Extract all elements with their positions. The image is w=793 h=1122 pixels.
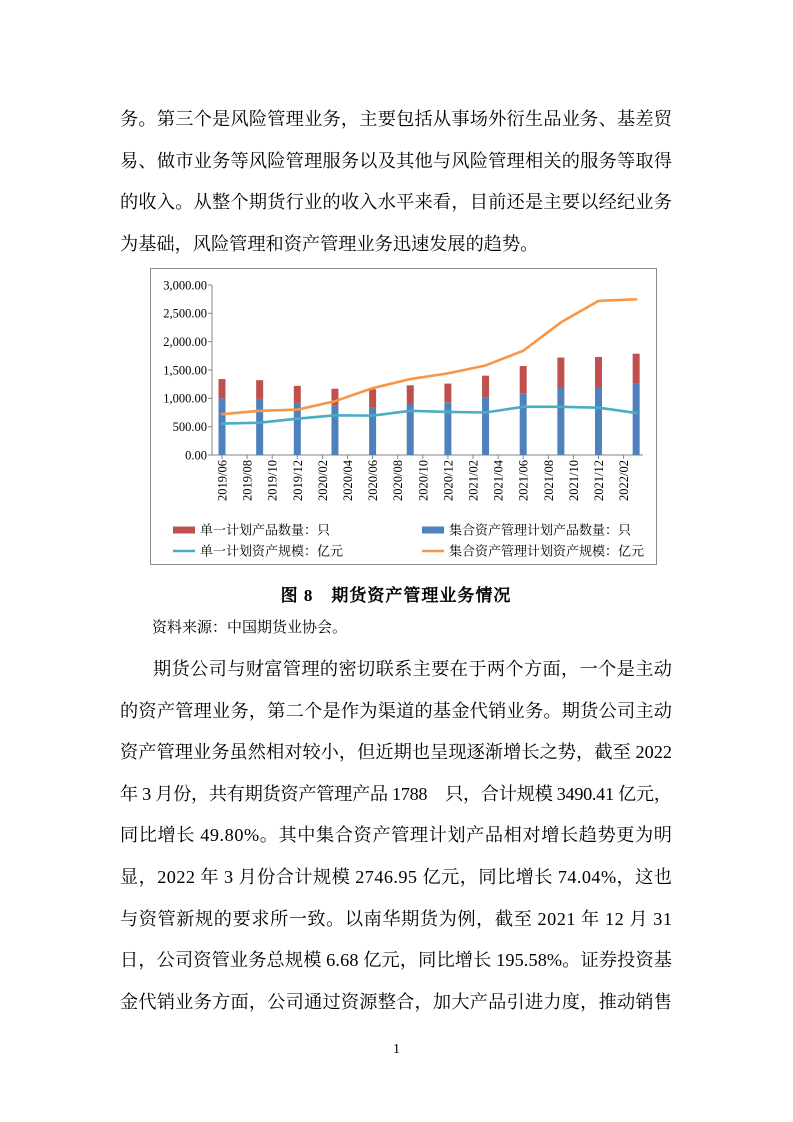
bar-single-plan-products-9	[557, 358, 564, 388]
bar-collective-plan-products-8	[520, 394, 527, 455]
paragraph-2-line	[120, 739, 672, 765]
bar-single-plan-products-1	[256, 380, 263, 399]
text-line: 期货公司与财富管理的密切联系主要在于两个方面，一个是主动	[153, 659, 673, 679]
y-tick-label: 500.00	[172, 419, 207, 434]
x-tick-label: 2022/02	[617, 460, 632, 501]
text-line: 的资产管理业务，第二个是作为渠道的基金代销业务。期货公司主动	[120, 700, 673, 721]
text-line: 为基础，风险管理和资产管理业务迅速发展的趋势。	[120, 233, 539, 254]
x-tick-label: 2021/10	[566, 460, 581, 501]
x-tick-label: 2020/04	[341, 460, 355, 501]
paragraph-2-line	[120, 989, 672, 1015]
bar-collective-plan-products-7	[482, 398, 489, 455]
legend-item-collective-plan-assets	[422, 544, 644, 559]
bar-collective-plan-products-0	[219, 398, 226, 455]
paragraph-2-line	[120, 698, 672, 724]
legend-label: 集合资产管理计划产品数量：只	[449, 522, 632, 538]
bar-single-plan-products-7	[482, 376, 489, 398]
y-tick-label: 1,000.00	[163, 391, 207, 406]
figure-caption: 图 8 期货资产管理业务情况	[280, 586, 512, 605]
bar-single-plan-products-8	[520, 366, 527, 394]
bar-single-plan-products-5	[407, 385, 414, 404]
text-line: 金代销业务方面，公司通过资源整合，加大产品引进力度，推动销售	[120, 991, 673, 1012]
bar-collective-plan-products-10	[595, 387, 602, 455]
paragraph-2-line	[120, 947, 672, 973]
legend-swatch	[422, 527, 444, 534]
text-line: 显，2022 年 3 月份合计规模 2746.95 亿元，同比增长 74.04%，这也	[120, 867, 673, 887]
paragraph-2-line	[120, 864, 672, 890]
legend-label: 单一计划资产规模：亿元	[200, 543, 344, 559]
text-line: 年 3 月份，共有期货资产管理产品 1788 只，合计规模 3490.41 亿元，	[120, 783, 672, 804]
figure-source: 资料来源：中国期货业协会。	[152, 620, 348, 636]
bar-single-plan-products-6	[444, 384, 451, 403]
paragraph-1-line	[120, 106, 672, 132]
legend-swatch	[173, 527, 195, 534]
x-tick-label: 2020/10	[416, 460, 431, 501]
chart-frame	[151, 269, 657, 565]
legend-label: 集合资产管理计划资产规模：亿元	[449, 543, 645, 559]
paragraph-1-line	[120, 231, 672, 257]
paragraph-1-line	[120, 189, 672, 215]
bar-single-plan-products-2	[294, 386, 301, 403]
bar-single-plan-products-10	[595, 357, 602, 387]
x-tick-label: 2019/08	[240, 460, 255, 501]
x-tick-label: 2021/06	[516, 460, 531, 501]
legend-label: 单一计划产品数量：只	[200, 522, 331, 538]
bar-single-plan-products-0	[219, 379, 226, 398]
x-tick-label: 2019/12	[290, 460, 305, 501]
y-tick-label: 1,500.00	[163, 363, 207, 378]
bar-single-plan-products-3	[331, 389, 338, 406]
paragraph-1-line	[120, 148, 672, 174]
paragraph-2-line	[153, 656, 672, 682]
bar-collective-plan-products-1	[256, 399, 263, 455]
x-tick-label: 2019/06	[215, 460, 230, 501]
bar-collective-plan-products-6	[444, 402, 451, 455]
bar-single-plan-products-4	[369, 389, 376, 407]
y-tick-label: 2,500.00	[163, 306, 207, 321]
bar-collective-plan-products-3	[331, 406, 338, 455]
y-tick-label: 0.00	[185, 448, 207, 463]
y-tick-label: 2,000.00	[163, 334, 207, 349]
paragraph-2-line	[120, 906, 672, 932]
bar-collective-plan-products-9	[557, 388, 564, 455]
text-line: 易、做市业务等风险管理服务以及其他与风险管理相关的服务等取得	[120, 150, 673, 171]
x-tick-label: 2020/06	[366, 460, 381, 501]
x-tick-label: 2020/02	[315, 460, 330, 501]
x-tick-label: 2021/08	[541, 460, 556, 501]
text-line: 与资管新规的要求所一致。以南华期货为例，截至 2021 年 12 月 31	[120, 908, 673, 929]
text-line: 同比增长 49.80%。其中集合资产管理计划产品相对增长趋势更为明	[120, 825, 673, 846]
x-tick-label: 2020/08	[391, 460, 406, 501]
figure-8-chart	[150, 268, 657, 565]
text-line: 务。第三个是风险管理业务，主要包括从事场外衍生品业务、基差贸	[120, 109, 673, 129]
x-tick-label: 2021/04	[491, 460, 506, 501]
bar-collective-plan-products-11	[633, 384, 640, 455]
text-line: 日，公司资管业务总规模 6.68 亿元，同比增长 195.58%。证券投资基	[120, 950, 673, 971]
text-line: 的收入。从整个期货行业的收入水平来看，目前还是主要以经纪业务	[120, 192, 673, 213]
page-number: 1	[393, 1042, 400, 1057]
x-tick-label: 2021/12	[592, 460, 606, 501]
y-tick-label: 3,000.00	[163, 278, 207, 293]
paragraph-2-line	[120, 822, 672, 848]
x-tick-label: 2021/02	[466, 460, 481, 501]
paragraph-2-line	[120, 781, 672, 807]
bar-single-plan-products-11	[633, 354, 640, 384]
text-line: 资产管理业务虽然相对较小，但近期也呈现逐渐增长之势，截至 2022	[120, 742, 673, 763]
x-tick-label: 2020/12	[441, 460, 456, 501]
legend-item-collective-plan-products	[422, 523, 631, 538]
x-tick-label: 2019/10	[265, 460, 280, 501]
